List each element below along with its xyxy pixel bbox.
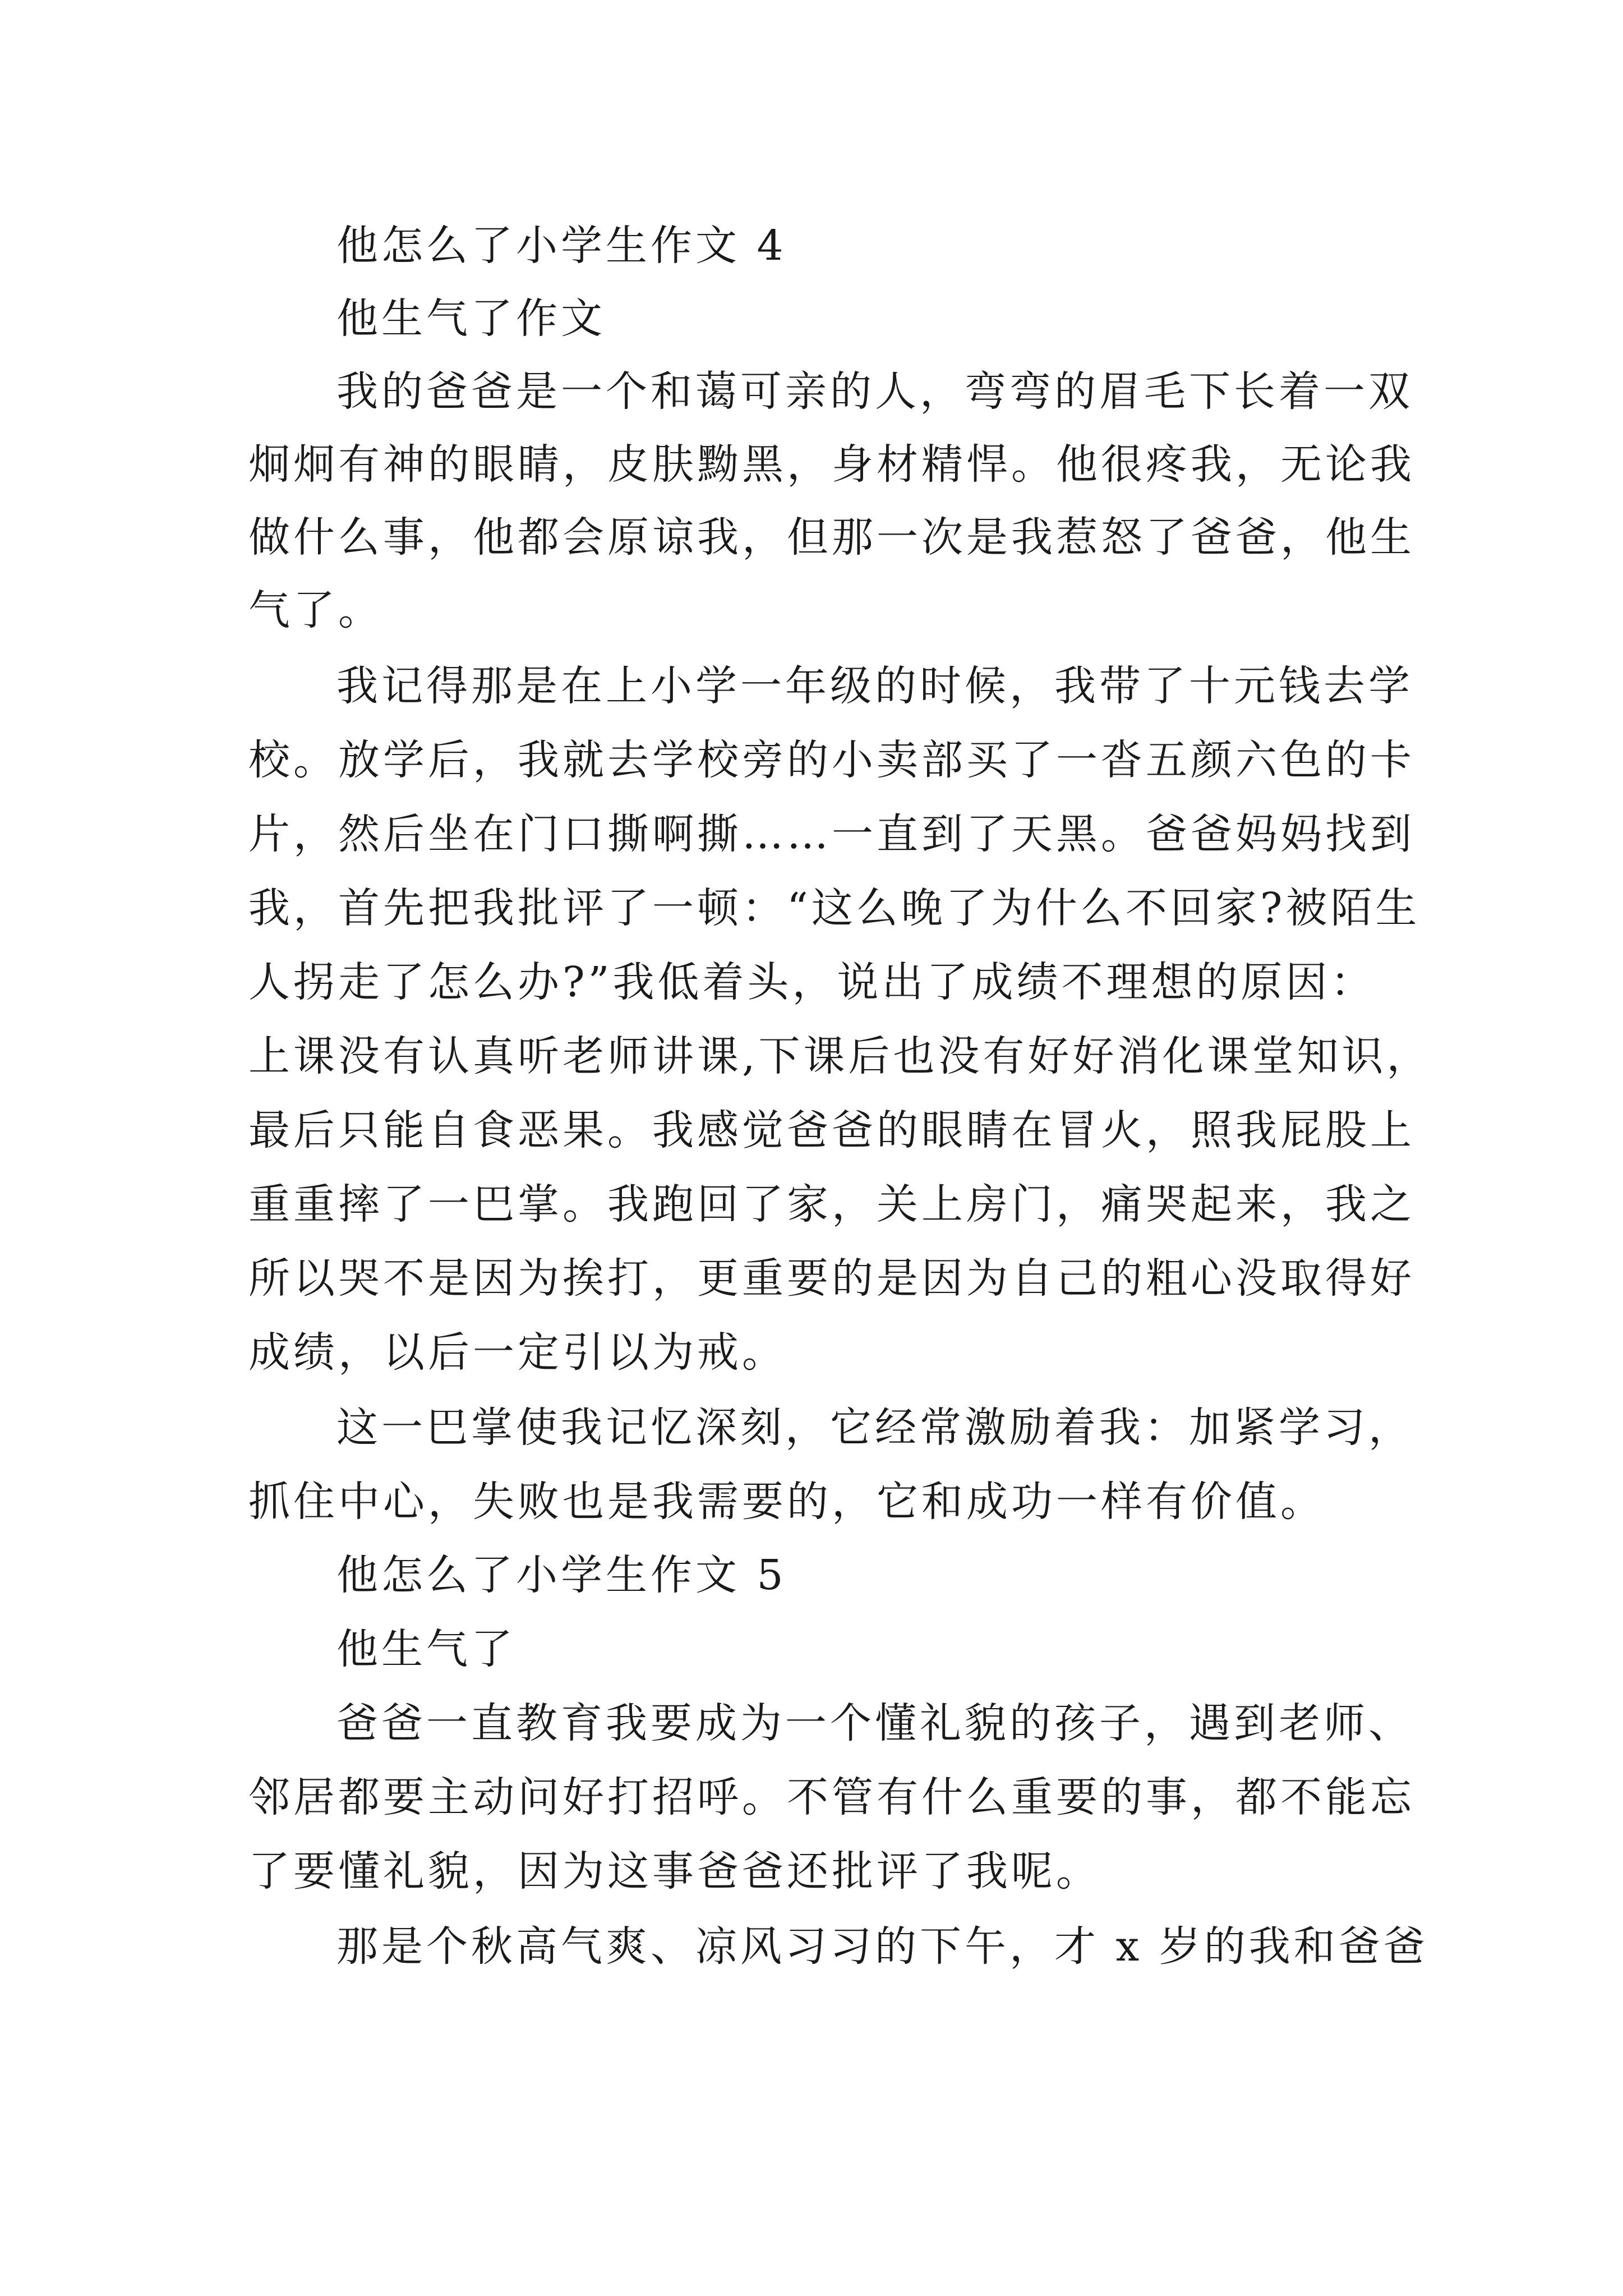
text-line: 上课没有认真听老师讲课,下课后也没有好好消化课堂知识， <box>248 1032 1432 1080</box>
text-line: 我的爸爸是一个和蔼可亲的人，弯弯的眉毛下长着一双 <box>336 367 1413 416</box>
text-line: 那是个秋高气爽、凉风习习的下午，才 x 岁的我和爸爸 <box>336 1922 1428 1971</box>
text-line: 最后只能自食恶果。我感觉爸爸的眼睛在冒火，照我屁股上 <box>248 1106 1415 1154</box>
text-line: 所以哭不是因为挨打，更重要的是因为自己的粗心没取得好 <box>248 1254 1415 1303</box>
text-line: 了要懂礼貌，因为这事爸爸还批评了我呢。 <box>248 1847 1101 1895</box>
text-line: 爸爸一直教育我要成为一个懂礼貌的孩子，遇到老师、 <box>336 1699 1413 1747</box>
text-line: 我，首先把我批评了一顿：“这么晚了为什么不回家?被陌生 <box>248 884 1421 932</box>
essay-heading-5: 他怎么了小学生作文 5 <box>336 1551 787 1599</box>
essay-heading-4: 他怎么了小学生作文 4 <box>336 222 787 270</box>
text-line: 校。放学后，我就去学校旁的小卖部买了一沓五颜六色的卡 <box>248 736 1415 784</box>
text-line: 成绩，以后一定引以为戒。 <box>248 1328 787 1377</box>
text-line: 片，然后坐在门口撕啊撕……一直到了天黑。爸爸妈妈找到 <box>248 810 1415 858</box>
text-line: 做什么事，他都会原谅我，但那一次是我惹怒了爸爸，他生 <box>248 513 1415 562</box>
essay-title: 他生气了 <box>336 1625 516 1673</box>
text-line: 重重摔了一巴掌。我跑回了家，关上房门，痛哭起来，我之 <box>248 1180 1415 1228</box>
essay-title: 他生气了作文 <box>336 295 606 343</box>
text-line: 人拐走了怎么办?”我低着头，说出了成绩不理想的原因： <box>248 958 1376 1006</box>
text-line: 邻居都要主动问好打招呼。不管有什么重要的事，都不能忘 <box>248 1773 1415 1821</box>
text-line: 这一巴掌使我记忆深刻，它经常激励着我：加紧学习， <box>336 1404 1413 1452</box>
text-line: 我记得那是在上小学一年级的时候，我带了十元钱去学 <box>336 662 1413 710</box>
text-line: 气了。 <box>248 586 383 634</box>
text-line: 炯炯有神的眼睛，皮肤黝黑，身材精悍。他很疼我，无论我 <box>248 440 1415 489</box>
text-line: 抓住中心，失败也是我需要的，它和成功一样有价值。 <box>248 1478 1325 1526</box>
